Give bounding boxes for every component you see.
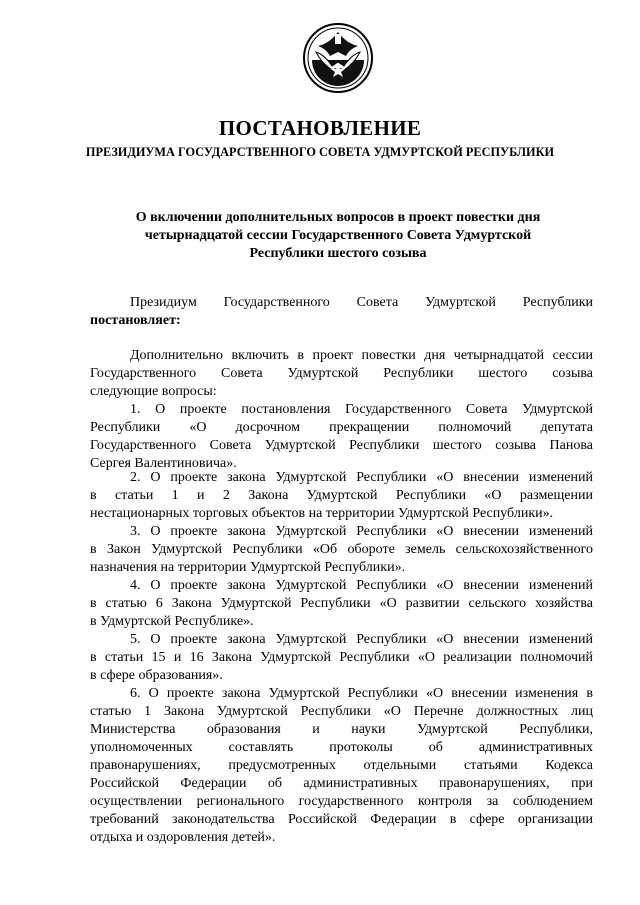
list-item-1-line: 1. О проекте постановления Государственного Совета Удмуртской: [130, 402, 593, 417]
list-item-3-line: в Закон Удмуртской Республики «Об обороте земель сельскохозяйственного: [90, 542, 593, 557]
list-item-3-line: назначения на территории Удмуртской Республики».: [90, 560, 406, 575]
list-item-6-line: требований законодательства Российской Федерации в сфере организации: [90, 812, 593, 827]
list-item-2-line: в статьи 1 и 2 Закона Удмуртской Республики «О размещении: [90, 488, 593, 503]
list-item-1-line: Государственного Совета Удмуртской Республики шестого созыва Панова: [90, 438, 593, 453]
subject-line: четырнадцатой сессии Государственного Совета Удмуртской: [144, 228, 532, 243]
list-item-6-line: уполномоченных составлять протоколы об административных: [90, 740, 593, 755]
list-item-6-line: 6. О проекте закона Удмуртской Республики «О внесении изменения в: [130, 686, 593, 701]
document-subtitle: ПРЕЗИДИУМА ГОСУДАРСТВЕННОГО СОВЕТА УДМУРТСКОЙ РЕСПУБЛИКИ: [85, 145, 555, 159]
document-subject: [100, 209, 576, 263]
document-title: ПОСТАНОВЛЕНИЕ: [218, 116, 422, 140]
list-item-6-line: Российской Федерации об административных правонарушениях, при: [90, 776, 593, 791]
body-line: Государственного Совета Удмуртской Республики шестого созыва: [90, 366, 593, 381]
subject-line: О включении дополнительных вопросов в проект повестки дня: [135, 210, 541, 225]
body-line: следующие вопросы:: [90, 384, 217, 399]
list-item-1-line: Сергея Валентиновича».: [90, 456, 237, 471]
list-item-3-line: 3. О проекте закона Удмуртской Республики «О внесении изменений: [130, 524, 593, 539]
coat-of-arms-icon: [302, 22, 374, 94]
list-item-6-line: Министерства образования и науки Удмуртской Республики,: [90, 722, 593, 737]
list-item-5-line: 5. О проекте закона Удмуртской Республики «О внесении изменений: [130, 632, 593, 647]
list-item-6-line: осуществлении регионального государственного контроля за соблюдением: [90, 794, 593, 809]
body-line: Дополнительно включить в проект повестки дня четырнадцатой сессии: [130, 348, 593, 363]
list-item-4-line: в Удмуртской Республике».: [90, 614, 254, 629]
list-item-2-line: нестационарных торговых объектов на территории Удмуртской Республики».: [90, 506, 554, 521]
list-item-6-line: статью 1 Закона Удмуртской Республики «О Перечне должностных лиц: [90, 704, 593, 719]
list-item-5-line: в статьи 15 и 16 Закона Удмуртской Республики «О реализации полномочий: [90, 650, 593, 665]
list-item-5-line: в сфере образования».: [90, 668, 223, 683]
preamble-line: Президиум Государственного Совета Удмуртской Республики: [130, 295, 593, 310]
list-item-4-line: 4. О проекте закона Удмуртской Республики «О внесении изменений: [130, 578, 593, 593]
list-item-2-line: 2. О проекте закона Удмуртской Республики «О внесении изменений: [130, 470, 593, 485]
subject-line: Республики шестого созыва: [249, 246, 427, 261]
list-item-1-line: Республики «О досрочном прекращении полномочий депутата: [90, 420, 593, 435]
preamble-resolves: постановляет:: [90, 313, 181, 328]
list-item-4-line: в статью 6 Закона Удмуртской Республики «О развитии сельского хозяйства: [90, 596, 593, 611]
list-item-6-line: отдыха и оздоровления детей».: [90, 830, 276, 845]
list-item-6-line: правонарушениях, предусмотренных отдельными статьями Кодекса: [90, 758, 593, 773]
